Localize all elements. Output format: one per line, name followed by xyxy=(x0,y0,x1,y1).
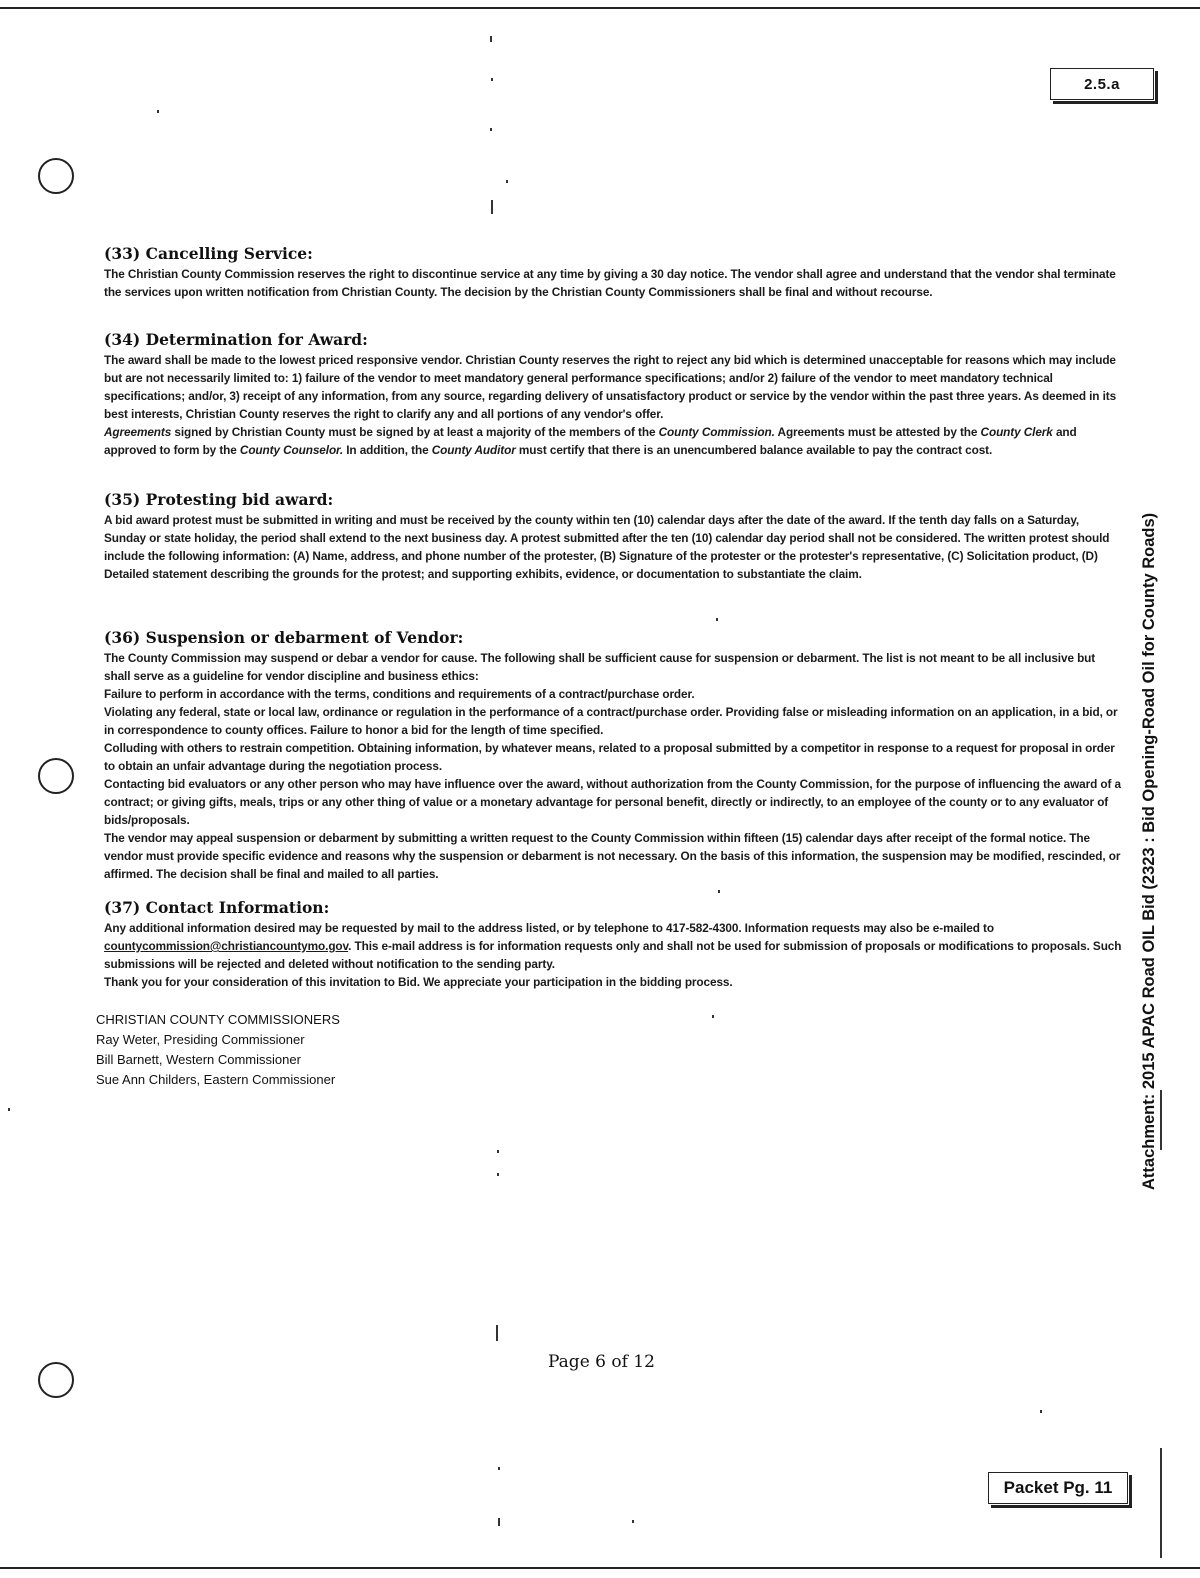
scan-speck xyxy=(632,1520,634,1523)
scan-speck xyxy=(1040,1410,1042,1413)
scan-edge-line xyxy=(1160,1090,1162,1150)
thanks-line: Thank you for your consideration of this invitation to Bid. We appreciate your participation in the bidding process. xyxy=(104,975,733,989)
italic-term: County Commission. xyxy=(658,425,775,439)
commissioner-name: Ray Weter, Presiding Commissioner xyxy=(96,1032,305,1047)
scan-speck xyxy=(490,128,492,131)
section-cancelling-service xyxy=(104,244,1124,301)
section-contact-information xyxy=(104,898,1124,991)
section-line: The vendor may appeal suspension or debarment by submitting a written request to the County Commission within fifteen (15) calendar days after receipt of the formal notice. The vendor must provide specific evidence and reasons why the suspension or debarment is not necessary. On the basis of this information, the suspension may be modified, rescinded, or affirmed. The decision shall be final and mailed to all parties. xyxy=(104,831,1121,881)
section-heading: (34) Determination for Award: xyxy=(104,330,368,349)
agenda-tag xyxy=(1050,68,1154,100)
signoff-title: CHRISTIAN COUNTY COMMISSIONERS xyxy=(96,1012,340,1027)
section-heading: (33) Cancelling Service: xyxy=(104,244,313,263)
section-determination-for-award xyxy=(104,330,1124,459)
scan-speck xyxy=(157,110,159,113)
section-protesting-bid-award xyxy=(104,490,1124,583)
text-run: . This e-mail address is for information requests only and shall not be used for submission of proposals or modifications to proposals. Such submissions will be rejected and deleted without notification to the sending party. xyxy=(104,939,1122,971)
section-heading: (35) Protesting bid award: xyxy=(104,490,334,509)
text-run: and approved to form by the xyxy=(104,425,1077,457)
section-line: Contacting bid evaluators or any other person who may have influence over the award, without authorization from the County Commission, for the purpose of influencing the award of a contract; or giving gifts, meals, trips or any other thing of value or a monetary advantage for personal benefit, directly or indirectly, to an employee of the county or to any evaluator of bids/proposals. xyxy=(104,777,1121,827)
packet-page-label: Packet Pg. 11 xyxy=(1003,1478,1113,1497)
section-body: The Christian County Commission reserves the right to discontinue service at any time by giving a 30 day notice. The vendor shall agree and understand that the vendor shal terminate the services upon written notification from Christian County. The decision by the Christian County Commissioners shall be final and without recourse. xyxy=(104,267,1116,299)
section-line: Colluding with others to restrain competition. Obtaining information, by whatever means, related to a proposal submitted by a competitor in response to a request for proposal in order to obtain an unfair advantage during the negotiation process. xyxy=(104,741,1115,773)
punch-hole-icon xyxy=(38,758,74,794)
section-line: The County Commission may suspend or debar a vendor for cause. The following shall be sufficient cause for suspension or debarment. The list is not meant to be all inclusive but shall serve as a guideline for vendor discipline and business ethics: xyxy=(104,651,1096,683)
punch-hole-icon xyxy=(38,1362,74,1398)
scan-speck xyxy=(716,618,718,621)
commissioner-name: Sue Ann Childers, Eastern Commissioner xyxy=(96,1072,336,1087)
commissioner-name: Bill Barnett, Western Commissioner xyxy=(96,1052,301,1067)
text-run: Any additional information desired may be requested by mail to the address listed, or by telephone to 417-582-4300. Information requests may also be e-mailed to xyxy=(104,921,994,935)
bottom-border xyxy=(0,1567,1200,1569)
section-body-agreements xyxy=(104,423,1124,459)
scan-speck xyxy=(712,1015,714,1018)
italic-term: County Counselor. xyxy=(239,443,344,457)
scan-edge-line xyxy=(1160,1448,1162,1558)
packet-page-box xyxy=(988,1472,1128,1504)
agenda-tag-label: 2.5.a xyxy=(1084,75,1120,93)
section-body xyxy=(104,919,1124,973)
signoff-block xyxy=(96,1010,340,1090)
text-run: Agreements must be attested by the xyxy=(774,425,981,439)
scan-speck xyxy=(506,180,508,183)
scan-speck xyxy=(491,200,493,214)
text-run: must certify that there is an unencumbered balance available to pay the contract cost. xyxy=(515,443,993,457)
section-heading: (37) Contact Information: xyxy=(104,898,330,917)
page-number: Page 6 of 12 xyxy=(548,1352,655,1372)
scan-speck xyxy=(496,1325,498,1341)
scan-speck xyxy=(498,1467,500,1470)
email-link[interactable]: countycommission@christiancountymo.gov xyxy=(104,939,349,953)
scan-speck xyxy=(491,78,493,81)
text-run: signed by Christian County must be signed by at least a majority of the members of the xyxy=(171,425,659,439)
section-line: Violating any federal, state or local law, ordinance or regulation in the performance of a contract/purchase order. Providing false or misleading information on an application, in a bid, or in correspondence to county offices. Failure to honor a bid for the length of time specified. xyxy=(104,705,1118,737)
scan-speck xyxy=(490,36,492,42)
italic-term: Agreements xyxy=(104,425,172,439)
scan-speck xyxy=(8,1108,10,1111)
scan-speck xyxy=(497,1150,499,1153)
section-line: Failure to perform in accordance with the terms, conditions and requirements of a contract/purchase order. xyxy=(104,687,695,701)
attachment-label: Attachment: 2015 APAC Road OIL Bid (2323 : Bid Opening-Road Oil for County Roads) xyxy=(1140,512,1158,1190)
scan-speck xyxy=(497,1173,499,1176)
text-run: In addition, the xyxy=(343,443,432,457)
scan-speck xyxy=(718,890,720,893)
section-suspension-debarment xyxy=(104,628,1124,883)
section-body: The award shall be made to the lowest priced responsive vendor. Christian County reserves the right to reject any bid which is determined unacceptable for reasons which may include but are not necessarily limited to: 1) failure of the vendor to meet mandatory general performance specifications; and/or 2) failure of the vendor to meet mandatory technical specifications; and/or, 3) receipt of any information, from any source, regarding delivery of unsatisfactory product or service by the vendor within the past three years. As deemed in its best interests, Christian County reserves the right to clarify any and all portions of any vendor's offer. xyxy=(104,353,1117,421)
italic-term: County Clerk xyxy=(980,425,1053,439)
top-border xyxy=(0,7,1200,9)
punch-hole-icon xyxy=(38,158,74,194)
section-body: A bid award protest must be submitted in writing and must be received by the county within ten (10) calendar days after the date of the award. If the tenth day falls on a Saturday, Sunday or state holiday, the period shall extend to the next business day. A protest submitted after the ten (10) calendar day period shall not be considered. The written protest should include the following information: (A) Name, address, and phone number of the protester, (B) Signature of the protester or the protester's representative, (C) Solicitation product, (D) Detailed statement describing the grounds for the protest; and supporting exhibits, evidence, or documentation to substantiate the claim. xyxy=(104,513,1110,581)
section-heading: (36) Suspension or debarment of Vendor: xyxy=(104,628,464,647)
scan-speck xyxy=(498,1518,500,1526)
italic-term: County Auditor xyxy=(431,443,516,457)
